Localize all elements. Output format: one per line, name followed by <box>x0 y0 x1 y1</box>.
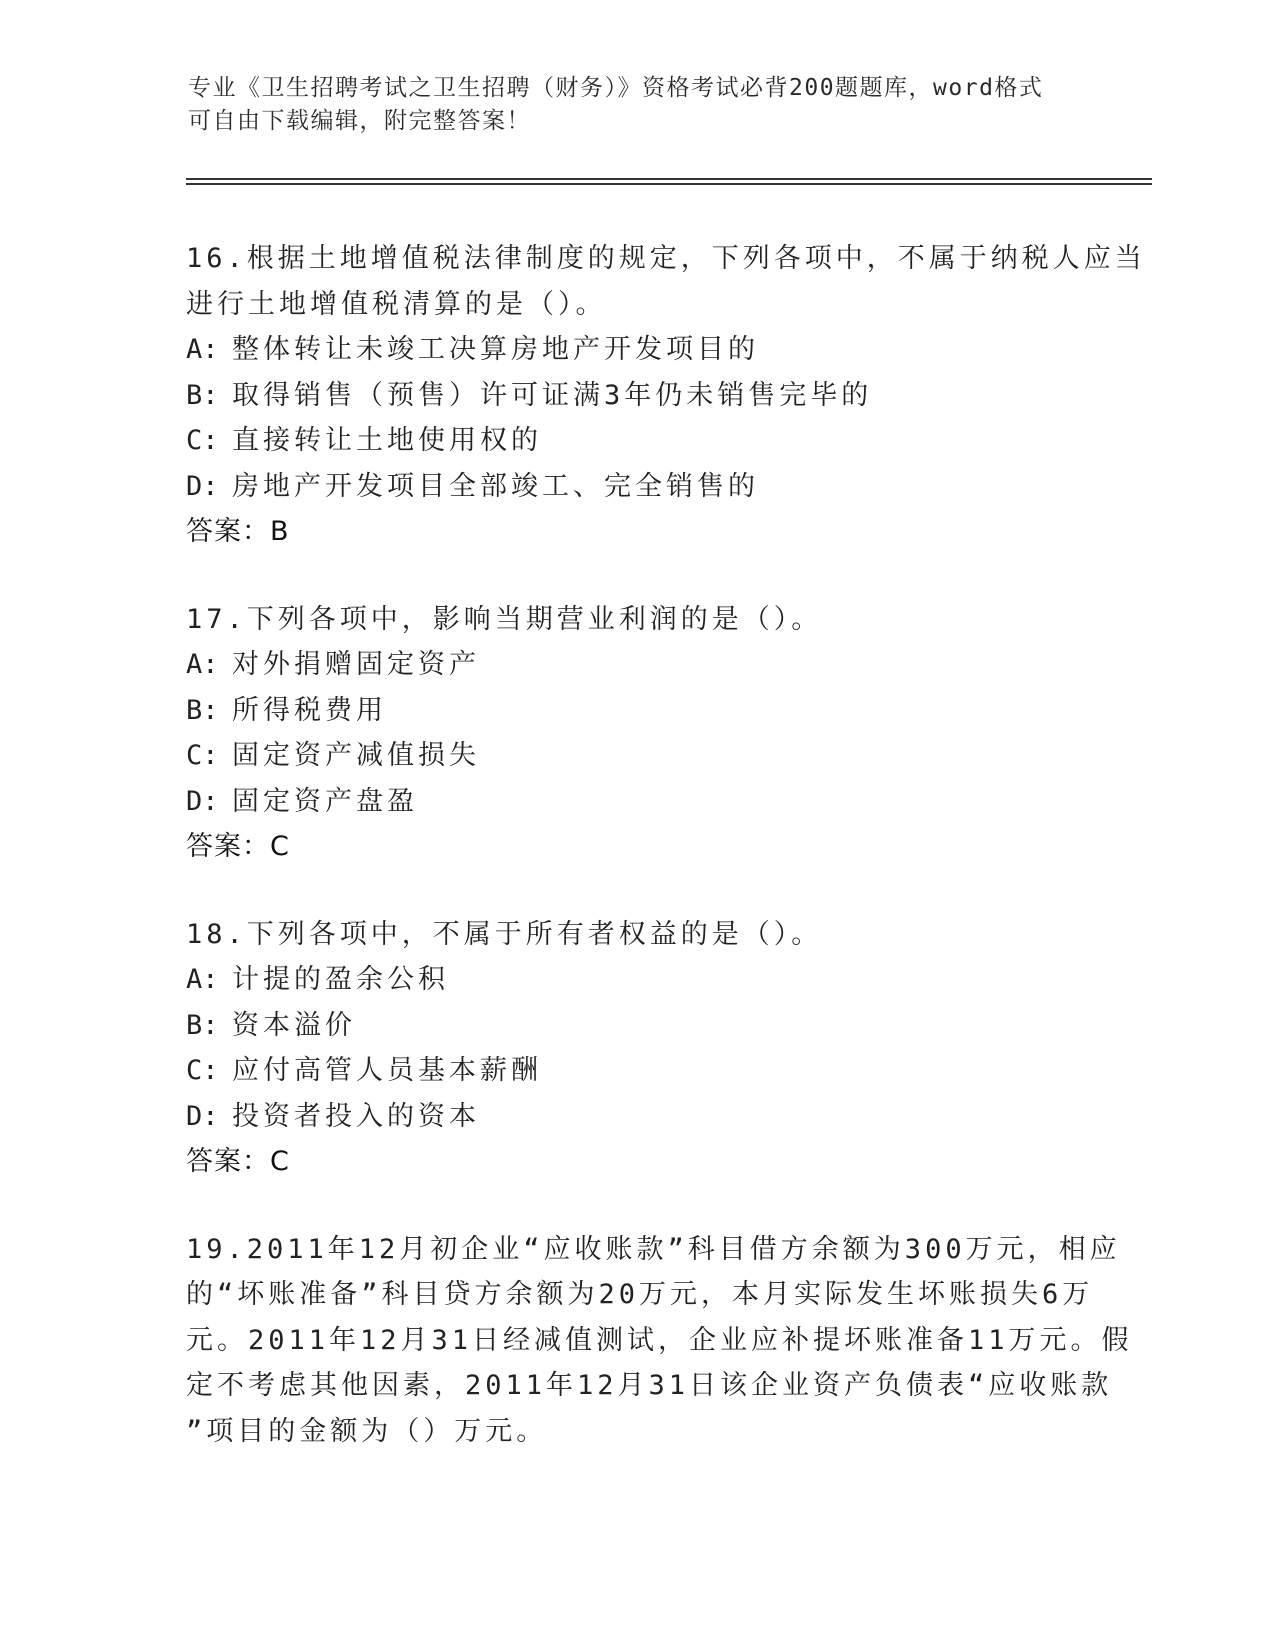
option-letter: A: <box>186 964 219 995</box>
option-letter: D: <box>186 470 219 502</box>
option-text: 对外捐赠固定资产 <box>232 649 480 680</box>
header-divider-top <box>186 178 1152 180</box>
question-stem-line: 的“坏账准备”科目贷方余额为20万元，本月实际发生坏账损失6万 <box>186 1279 1094 1310</box>
option-text: 资本溢价 <box>232 1009 356 1041</box>
option-d <box>186 464 1086 510</box>
question-stem-line: 17.下列各项中，影响当期营业利润的是（）。 <box>186 603 823 635</box>
option-d <box>186 1094 1086 1140</box>
question-stem-line: 定不考虑其他因素，2011年12月31日该企业资产负债表“应收账款 <box>186 1370 1113 1401</box>
option-c <box>186 418 1086 464</box>
answer-line: 答案：C <box>186 1146 290 1177</box>
option-text: 固定资产盘盈 <box>232 785 418 817</box>
option-letter: C: <box>186 740 219 771</box>
option-text: 房地产开发项目全部竣工、完全销售的 <box>232 470 759 502</box>
option-letter: D: <box>186 1100 219 1132</box>
option-b <box>186 1003 1086 1049</box>
option-text: 投资者投入的资本 <box>232 1100 480 1132</box>
question-stem-line: 元。2011年12月31日经减值测试，企业应补提坏账准备11万元。假 <box>186 1324 1133 1356</box>
option-a <box>186 642 1086 688</box>
option-text: 直接转让土地使用权的 <box>232 425 542 456</box>
option-letter: A: <box>186 649 219 680</box>
question-16 <box>186 236 1146 555</box>
question-stem-line: ”项目的金额为（）万元。 <box>186 1415 548 1447</box>
answer-line: 答案：B <box>186 516 290 547</box>
question-19 <box>186 1227 1133 1455</box>
header-divider-bottom <box>186 183 1152 185</box>
question-18 <box>186 912 1086 1185</box>
option-text: 整体转让未竣工决算房地产开发项目的 <box>232 334 759 365</box>
option-letter: B: <box>186 1009 219 1041</box>
option-letter: C: <box>186 1055 219 1086</box>
header-line-2: 可自由下载编辑，附完整答案！ <box>188 108 531 134</box>
option-a <box>186 327 1086 373</box>
answer-line: 答案：C <box>186 831 290 862</box>
option-c <box>186 1048 1086 1094</box>
option-c <box>186 733 1086 779</box>
question-stem-line: 18.下列各项中，不属于所有者权益的是（）。 <box>186 918 823 950</box>
option-text: 取得销售（预售）许可证满3年仍未销售完毕的 <box>232 379 873 411</box>
question-list <box>186 236 1146 1496</box>
option-letter: B: <box>186 694 219 726</box>
option-b <box>186 688 1086 734</box>
option-letter: A: <box>186 334 219 365</box>
option-text: 固定资产减值损失 <box>232 740 480 771</box>
option-a <box>186 957 1086 1003</box>
option-b <box>186 373 1086 419</box>
option-letter: D: <box>186 785 219 817</box>
question-stem-line: 19.2011年12月初企业“应收账款”科目借方余额为300万元，相应 <box>186 1233 1121 1265</box>
question-stem-line: 16.根据土地增值税法律制度的规定，下列各项中，不属于纳税人应当 <box>186 243 1146 274</box>
option-text: 所得税费用 <box>232 694 387 726</box>
option-letter: B: <box>186 379 219 411</box>
option-text: 计提的盈余公积 <box>232 964 449 995</box>
question-17 <box>186 597 1086 870</box>
option-letter: C: <box>186 425 219 456</box>
question-stem-line: 进行土地增值税清算的是（）。 <box>186 288 607 320</box>
option-d <box>186 779 1086 825</box>
header-line-1: 专业《卫生招聘考试之卫生招聘（财务）》资格考试必背200题题库，word格式 <box>188 75 1044 101</box>
document-header <box>188 72 1088 138</box>
option-text: 应付高管人员基本薪酬 <box>232 1055 542 1086</box>
